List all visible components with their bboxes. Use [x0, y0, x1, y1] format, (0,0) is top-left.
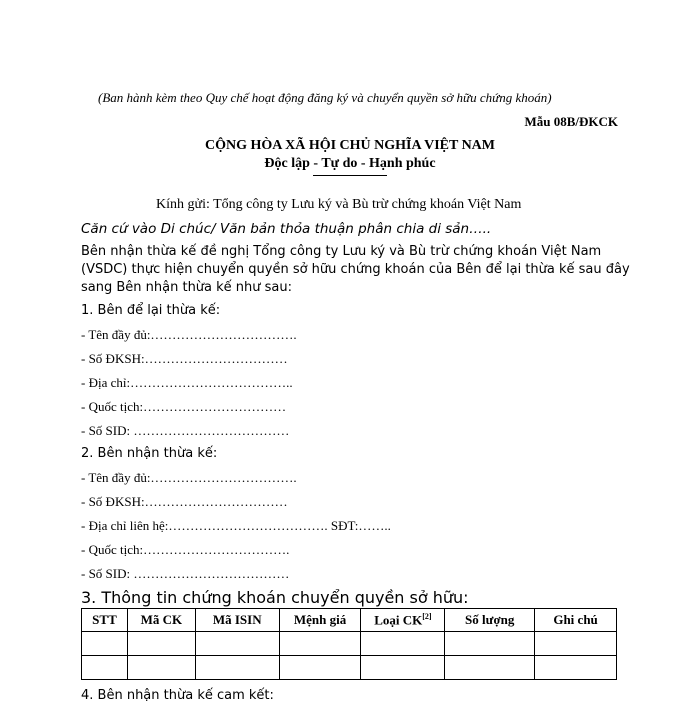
column-header: Mệnh giá — [279, 609, 361, 632]
table-cell — [279, 656, 361, 680]
table-cell — [535, 656, 617, 680]
column-header: Ghi chú — [535, 609, 617, 632]
form-code: Mẫu 08B/ĐKCK — [524, 114, 618, 129]
table-cell — [535, 632, 617, 656]
table-cell — [127, 632, 195, 656]
table-cell — [82, 632, 128, 656]
column-header: Mã CK — [127, 609, 195, 632]
column-header-label: Loại CK — [374, 612, 423, 628]
table-row — [82, 656, 617, 680]
section1-title: 1. Bên để lại thừa kế: — [81, 303, 221, 318]
section1-nationality: - Quốc tịch:…………………………… — [81, 399, 287, 414]
table-cell — [195, 656, 279, 680]
motto: Độc lập - Tự do - Hạnh phúc — [264, 156, 436, 171]
table-cell — [445, 632, 535, 656]
section2-full-name: - Tên đầy đủ:……………………………. — [81, 470, 297, 485]
table-header-row — [82, 609, 617, 632]
request-paragraph — [81, 243, 630, 297]
section1-address: - Địa chỉ:……………………………….. — [81, 375, 293, 390]
section4-title: 4. Bên nhận thừa kế cam kết: — [81, 688, 274, 703]
table-cell — [361, 656, 445, 680]
table-cell — [279, 632, 361, 656]
addressee: Kính gửi: Tổng công ty Lưu ký và Bù trừ chứng khoán Việt Nam — [156, 197, 522, 212]
table-cell — [445, 656, 535, 680]
request-line: Bên nhận thừa kế đề nghị Tổng công ty Lưu ký và Bù trừ chứng khoán Việt Nam — [81, 244, 602, 259]
column-header: Mã ISIN — [195, 609, 279, 632]
table-row — [82, 632, 617, 656]
request-line: (VSDC) thực hiện chuyển quyền sở hữu chứng khoán của Bên để lại thừa kế sau đây — [81, 262, 630, 277]
column-header: STT — [82, 609, 128, 632]
column-header: Số lượng — [445, 609, 535, 632]
regulation-note: (Ban hành kèm theo Quy chế hoạt động đăng ký và chuyển quyền sở hữu chứng khoán) — [98, 90, 552, 105]
section2-reg-no: - Số ĐKSH:…………………………… — [81, 494, 288, 509]
title-divider — [313, 175, 387, 176]
column-header — [361, 609, 445, 632]
nation-title: CỘNG HÒA XÃ HỘI CHỦ NGHĨA VIỆT NAM — [204, 138, 495, 153]
table-cell — [361, 632, 445, 656]
section2-sid: - Số SID: ……………………………… — [81, 566, 290, 581]
section1-full-name: - Tên đầy đủ:……………………………. — [81, 327, 297, 342]
section2-title: 2. Bên nhận thừa kế: — [81, 446, 218, 461]
table-cell — [82, 656, 128, 680]
section1-sid: - Số SID: ……………………………… — [81, 423, 290, 438]
table-cell — [127, 656, 195, 680]
table-cell — [195, 632, 279, 656]
section2-contact: - Địa chỉ liên hệ:………………………………. SĐT:…….. — [81, 518, 391, 533]
footnote-ref[interactable]: [2] — [422, 611, 432, 621]
section3-title: 3. Thông tin chứng khoán chuyển quyền sở hữu: — [81, 588, 469, 607]
securities-table — [81, 608, 617, 680]
section1-reg-no: - Số ĐKSH:…………………………… — [81, 351, 288, 366]
legal-basis: Căn cứ vào Di chúc/ Văn bản thỏa thuận phân chia di sản….. — [81, 221, 492, 237]
request-line: sang Bên nhận thừa kế như sau: — [81, 280, 293, 295]
section2-nationality: - Quốc tịch:……………………………. — [81, 542, 290, 557]
